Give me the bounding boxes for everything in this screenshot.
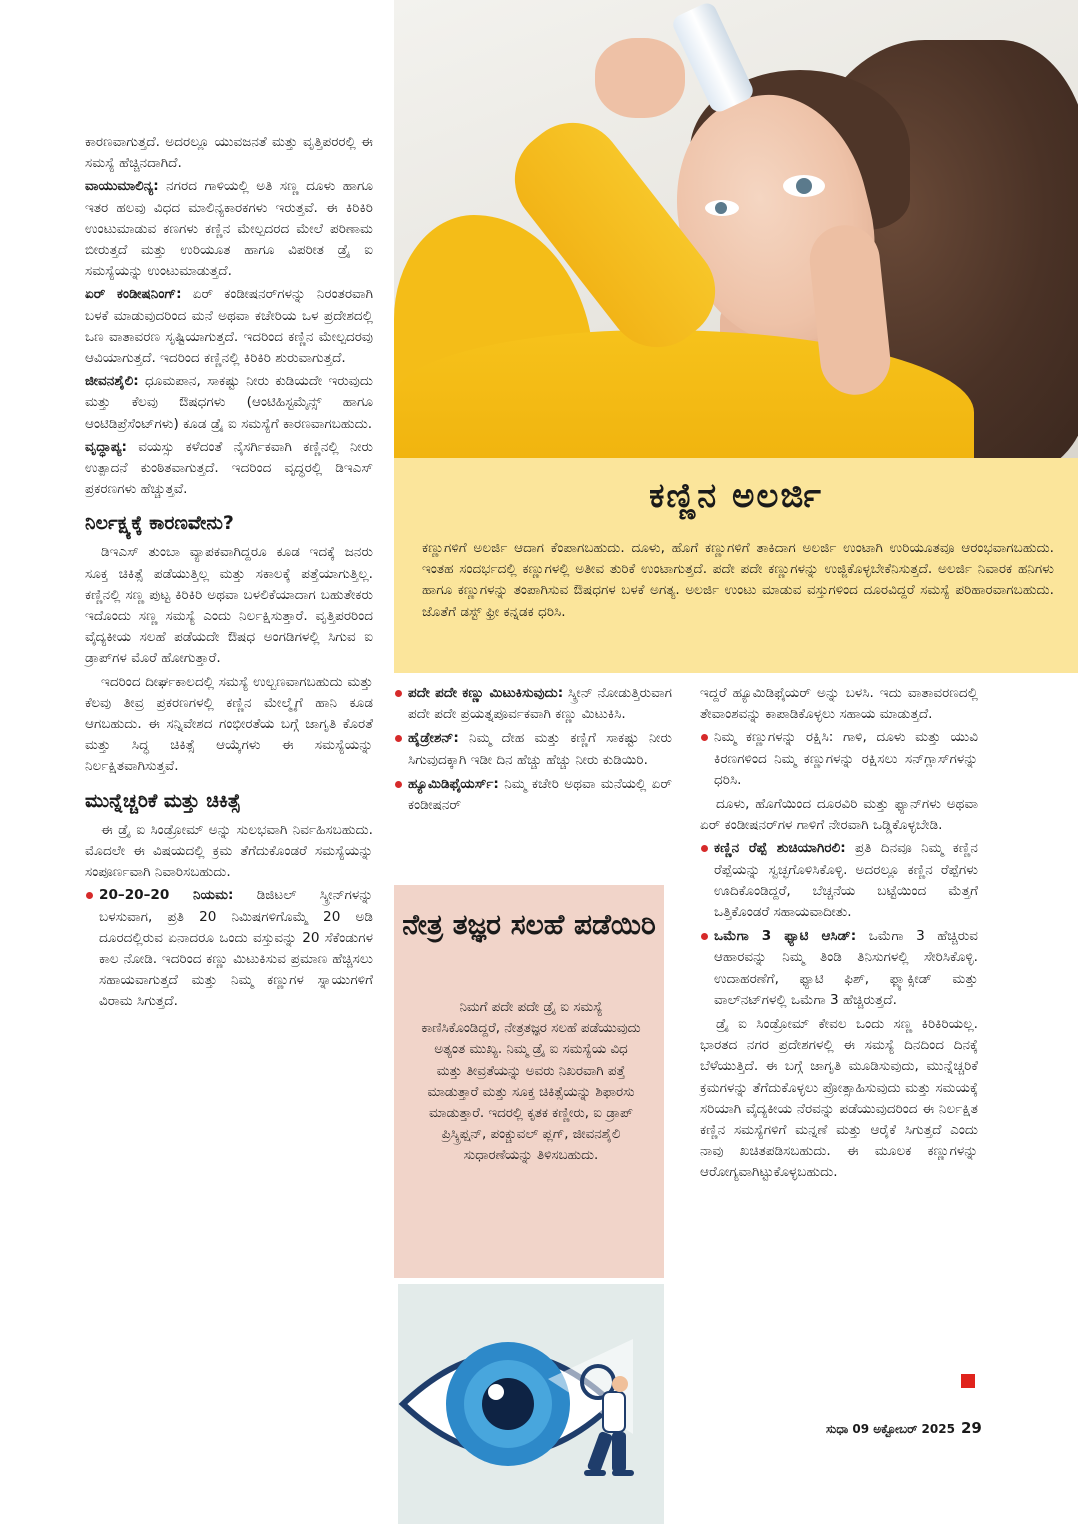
paragraph-conclusion: ಡ್ರೈ ಐ ಸಿಂಡ್ರೋಮ್ ಕೇವಲ ಒಂದು ಸಣ್ಣ ಕಿರಿಕಿರಿಯಲ್ಲ. ಭಾರತದ ನಗರ ಪ್ರದೇಶಗಳಲ್ಲಿ ಈ ಸಮಸ್ಯೆ ದಿನದಿಂದ ದಿನಕ್ಕೆ ಬೆಳೆಯುತ್ತಿದೆ. ಈ ಬಗ್ಗೆ ಜಾಗೃತಿ ಮೂಡಿಸುವುದು, ಮುನ್ನೆಚ್ಚರಿಕೆ ಕ್ರಮಗಳನ್ನು ತೆಗೆದುಕೊಳ್ಳಲು ಪ್ರೋತ್ಸಾಹಿಸುವುದು ಮತ್ತು ಸಮಯಕ್ಕೆ ಸರಿಯಾಗಿ ವೈದ್ಯಕೀಯ ನೆರವನ್ನು ಪಡೆಯುವುದರಿಂದ ಈ ನಿರ್ಲಕ್ಷಿತ ಕಣ್ಣಿನ ಸಮಸ್ಯೆಗಳಿಗೆ ಮನ್ನಣೆ ಮತ್ತು ಆರೈಕೆ ಸಿಗುತ್ತದೆ ಎಂದು ನಾವು ಖಚಿತಪಡಿಸಬಹುದು. ಈ ಮೂಲಕ ಕಣ್ಣುಗಳನ್ನು ಆರೋಗ್ಯವಾಗಿಟ್ಟುಕೊಳ್ಳಬಹುದು. bbox=[700, 1016, 978, 1181]
list-tips-middle bbox=[394, 683, 672, 816]
list-item-blink: ಪದೇ ಪದೇ ಕಣ್ಣು ಮಿಟುಕಿಸುವುದು: ಸ್ಕ್ರೀನ್ ನೋಡುತ್ತಿರುವಾಗ ಪದೇ ಪದೇ ಪ್ರಯತ್ನಪೂರ್ವಕವಾಗಿ ಕಣ್ಣು ಮಿಟುಕಿಸಿ. bbox=[394, 683, 672, 725]
list-item-protect: ನಿಮ್ಮ ಕಣ್ಣುಗಳನ್ನು ರಕ್ಷಿಸಿ: ಗಾಳಿ, ದೂಳು ಮತ್ತು ಯುವಿ ಕಿರಣಗಳಿಂದ ನಿಮ್ಮ ಕಣ್ಣುಗಳನ್ನು ರಕ್ಷಿಸಲು ಸನ್‌ಗ್ಲಾಸ್‌ಗಳನ್ನು ಧರಿಸಿ. bbox=[700, 727, 978, 791]
term-lifestyle: ಜೀವನಶೈಲಿ: bbox=[85, 373, 139, 390]
term-pollution: ವಾಯುಮಾಲಿನ್ಯ: bbox=[85, 178, 159, 195]
eye-doctor-illustration bbox=[398, 1284, 664, 1524]
paragraph-neglect-1: ಡಿಇಎಸ್ ತುಂಬಾ ವ್ಯಾಪಕವಾಗಿದ್ದರೂ ಕೂಡ ಇದಕ್ಕೆ ಜನರು ಸೂಕ್ತ ಚಿಕಿತ್ಸೆ ಪಡೆಯುತ್ತಿಲ್ಲ ಮತ್ತು ಸಕಾಲಕ್ಕೆ ಪತ್ತೆಯಾಗುತ್ತಿಲ್ಲ. ಕಣ್ಣಿನಲ್ಲಿ ಸಣ್ಣ ಪುಟ್ಟ ಕಿರಿಕಿರಿ ಅಥವಾ ಬಳಲಿಕೆಯಾದಾಗ ಬಹುತೇಕರು ಇದೊಂದು ಸಣ್ಣ ಸಮಸ್ಯೆ ಎಂದು ನಿರ್ಲಕ್ಷಿಸುತ್ತಾರೆ. ವೃತ್ತಿಪರರಿಂದ ವೈದ್ಯಕೀಯ ಸಲಹೆ ಪಡೆಯದೇ ಔಷಧ ಅಂಗಡಿಗಳಲ್ಲಿ ಸಿಗುವ ಐ ಡ್ರಾಪ್‌ಗಳ ಮೊರೆ ಹೋಗುತ್ತಾರೆ. bbox=[85, 544, 373, 667]
column-middle bbox=[394, 683, 672, 819]
page-folio bbox=[826, 1419, 982, 1437]
list-item-eyelid: ಕಣ್ಣಿನ ರೆಪ್ಪೆ ಶುಚಿಯಾಗಿರಲಿ: ಪ್ರತಿ ದಿನವೂ ನಿಮ್ಮ ಕಣ್ಣಿನ ರೆಪ್ಪೆಯನ್ನು ಸ್ವಚ್ಛಗೊಳಿಸಿಕೊಳ್ಳಿ. ಅದರಲ್ಲೂ ಕಣ್ಣಿನ ರೆಪ್ಪೆಗಳು ಊದಿಕೊಂಡಿದ್ದರೆ, ಬೆಚ್ಚನೆಯ ಬಟ್ಟೆಯಿಂದ ಮೆತ್ತಗೆ ಒತ್ತಿಕೊಂಡರೆ ಸಹಾಯವಾದೀತು. bbox=[700, 838, 978, 923]
list-tips-right bbox=[700, 727, 978, 791]
allergy-title: ಕಣ್ಣಿನ ಅಲರ್ಜಿ bbox=[649, 476, 823, 516]
column-left bbox=[85, 132, 373, 1016]
heading-neglect: ನಿರ್ಲಕ್ಷ್ಯಕ್ಕೆ ಕಾರಣವೇನು? bbox=[85, 512, 234, 535]
paragraph-pollution: ವಾಯುಮಾಲಿನ್ಯ: ನಗರದ ಗಾಳಿಯಲ್ಲಿ ಅತಿ ಸಣ್ಣ ದೂಳು ಹಾಗೂ ಇತರ ಹಲವು ವಿಧದ ಮಾಲಿನ್ಯಕಾರಕಗಳು ಇರುತ್ತವೆ. ಈ ಕಿರಿಕಿರಿ ಉಂಟುಮಾಡುವ ಕಣಗಳು ಕಣ್ಣಿನ ಮೇಲ್ಪದರದ ಮೇಲೆ ಪರಿಣಾಮ ಬೀರುತ್ತದೆ ಮತ್ತು ಉರಿಯೂತ ಹಾಗೂ ವಿಪರೀತ ಡ್ರೈ ಐ ಸಮಸ್ಯೆಯನ್ನು ಉಂಟುಮಾಡುತ್ತದೆ. bbox=[85, 178, 373, 280]
list-rules bbox=[85, 885, 373, 1012]
term-age: ವೃದ್ಧಾಪ್ಯ: bbox=[85, 438, 127, 455]
eye-illustration-svg bbox=[398, 1284, 664, 1524]
paragraph-humidifier-cont: ಇದ್ದರೆ ಹ್ಯೂಮಿಡಿಫೈಯರ್ ಅನ್ನು ಬಳಸಿ. ಇದು ವಾತಾವರಣದಲ್ಲಿ ತೇವಾಂಶವನ್ನು ಕಾಪಾಡಿಕೊಳ್ಳಲು ಸಹಾಯ ಮಾಡುತ್ತದೆ. bbox=[700, 685, 978, 723]
specialist-advice-box bbox=[394, 885, 664, 1278]
list-item-humidifier: ಹ್ಯೂಮಿಡಿಫೈಯರ್ಸ್: ನಿಮ್ಮ ಕಚೇರಿ ಅಥವಾ ಮನೆಯಲ್ಲಿ ಏರ್ ಕಂಡೀಷನರ್ bbox=[394, 774, 672, 816]
heading-prevention: ಮುನ್ನೆಚ್ಚರಿಕೆ ಮತ್ತು ಚಿಕಿತ್ಸೆ bbox=[85, 789, 241, 812]
list-tips-right-2 bbox=[700, 838, 978, 1011]
end-mark-icon bbox=[961, 1374, 975, 1388]
photo-eye-left bbox=[705, 200, 739, 216]
photo-eye-right bbox=[783, 175, 825, 197]
photo-hand bbox=[595, 38, 685, 118]
list-item-hydration: ಹೈಡ್ರೇಶನ್: ನಿಮ್ಮ ದೇಹ ಮತ್ತು ಕಣ್ಣಿಗೆ ಸಾಕಷ್ಟು ನೀರು ಸಿಗುವುದಕ್ಕಾಗಿ ಇಡೀ ದಿನ ಹೆಚ್ಚು ಹೆಚ್ಚು ನೀರು ಕುಡಿಯಿರಿ. bbox=[394, 728, 672, 770]
list-item-omega: ಒಮೆಗಾ 3 ಫ್ಯಾಟಿ ಆಸಿಡ್: ಒಮೆಗಾ 3 ಹೆಚ್ಚಿರುವ ಆಹಾರವನ್ನು ನಿಮ್ಮ ತಿಂಡಿ ತಿನಿಸುಗಳಲ್ಲಿ ಸೇರಿಸಿಕೊಳ್ಳಿ. ಉದಾಹರಣೆಗೆ, ಫ್ಯಾಟಿ ಫಿಶ್, ಫ್ಲ್ಯಾಕ್ಸೀಡ್ ಮತ್ತು ವಾಲ್‌ನಟ್‌ಗಳಲ್ಲಿ ಒಮೆಗಾ 3 ಹೆಚ್ಚಿರುತ್ತದೆ. bbox=[700, 926, 978, 1011]
paragraph-ac: ಏರ್ ಕಂಡೀಷನಿಂಗ್: ಏರ್ ಕಂಡೀಷನರ್‌ಗಳನ್ನು ನಿರಂತರವಾಗಿ ಬಳಕೆ ಮಾಡುವುದರಿಂದ ಮನೆ ಅಥವಾ ಕಚೇರಿಯ ಒಳ ಪ್ರದೇಶದಲ್ಲಿ ಒಣ ವಾತಾವರಣ ಸೃಷ್ಟಿಯಾಗುತ್ತದೆ. ಇದರಿಂದ ಕಣ್ಣಿನ ಮೇಲ್ಪದರವು ಆವಿಯಾಗುತ್ತದೆ. ಇದರಿಂದ ಕಣ್ಣಿನಲ್ಲಿ ಕಿರಿಕಿರಿ ಶುರುವಾಗುತ್ತದೆ. bbox=[85, 286, 374, 367]
specialist-advice-body: ನಿಮಗೆ ಪದೇ ಪದೇ ಡ್ರೈ ಐ ಸಮಸ್ಯೆ ಕಾಣಿಸಿಕೊಂಡಿದ್ದರೆ, ನೇತ್ರತಜ್ಞರ ಸಲಹೆ ಪಡೆಯುವುದು ಅತ್ಯಂತ ಮುಖ್ಯ. ನಿಮ್ಮ ಡ್ರೈ ಐ ಸಮಸ್ಯೆಯ ವಿಧ ಮತ್ತು ತೀವ್ರತೆಯನ್ನು ಅವರು ನಿಖರವಾಗಿ ಪತ್ತೆ ಮಾಡುತ್ತಾರೆ ಮತ್ತು ಸೂಕ್ತ ಚಿಕಿತ್ಸೆಯನ್ನು ಶಿಫಾರಸು ಮಾಡುತ್ತಾರೆ. ಇದರಲ್ಲಿ ಕೃತಕ ಕಣ್ಣೀರು, ಐ ಡ್ರಾಪ್ ಪ್ರಿಸ್ಕ್ರಿಪ್ಷನ್, ಪಂಕ್ಚುವಲ್ ಪ್ಲಗ್, ಜೀವನಶೈಲಿ ಸುಧಾರಣೆಯನ್ನು ತಿಳಿಸಬಹುದು. bbox=[421, 1000, 641, 1164]
paragraph-intro: ಕಾರಣವಾಗುತ್ತದೆ. ಅದರಲ್ಲೂ ಯುವಜನತೆ ಮತ್ತು ವೃತ್ತಿಪರರಲ್ಲಿ ಈ ಸಮಸ್ಯೆ ಹೆಚ್ಚಿನದಾಗಿದೆ. bbox=[85, 134, 373, 172]
term-ac: ಏರ್ ಕಂಡೀಷನಿಂಗ್: bbox=[85, 286, 182, 303]
specialist-advice-title: ನೇತ್ರ ತಜ್ಞರ ಸಲಹೆ ಪಡೆಯಿರಿ bbox=[402, 908, 656, 941]
paragraph-dust: ದೂಳು, ಹೊಗೆಯಿಂದ ದೂರವಿರಿ ಮತ್ತು ಫ್ಯಾನ್‌ಗಳು ಅಥವಾ ಏರ್ ಕಂಡೀಷನರ್‌ಗಳ ಗಾಳಿಗೆ ನೇರವಾಗಿ ಒಡ್ಡಿಕೊಳ್ಳಬೇಡಿ. bbox=[700, 796, 978, 834]
paragraph-lifestyle: ಜೀವನಶೈಲಿ: ಧೂಮಪಾನ, ಸಾಕಷ್ಟು ನೀರು ಕುಡಿಯದೇ ಇರುವುದು ಮತ್ತು ಕೆಲವು ಔಷಧಗಳು (ಆಂಟಿಹಿಸ್ಟಮೈನ್ಸ್ ಹಾಗೂ ಆಂಟಿಡಿಪ್ರೆಸೆಂಟ್‌ಗಳು) ಕೂಡ ಡ್ರೈ ಐ ಸಮಸ್ಯೆಗೆ ಕಾರಣವಾಗಬಹುದು. bbox=[85, 373, 373, 432]
allergy-box bbox=[394, 458, 1078, 673]
paragraph-neglect-2: ಇದರಿಂದ ದೀರ್ಘಕಾಲದಲ್ಲಿ ಸಮಸ್ಯೆ ಉಲ್ಬಣವಾಗಬಹುದು ಮತ್ತು ಕೆಲವು ತೀವ್ರ ಪ್ರಕರಣಗಳಲ್ಲಿ ಕಣ್ಣಿನ ಮೇಲ್ಮೈಗೆ ಹಾನಿ ಕೂಡ ಆಗಬಹುದು. ಈ ಸನ್ನಿವೇಶದ ಗಂಭೀರತೆಯ ಬಗ್ಗೆ ಜಾಗೃತಿ ಕೊರತೆ ಮತ್ತು ಸಿದ್ಧ ಚಿಕಿತ್ಸೆ ಆಯ್ಕೆಗಳು ಈ ಸಮಸ್ಯೆಯನ್ನು ನಿರ್ಲಕ್ಷಿತವಾಗಿಸುತ್ತವೆ. bbox=[85, 673, 373, 775]
list-item-202020: 20–20–20 ನಿಯಮ: ಡಿಜಿಟಲ್ ಸ್ಕ್ರೀನ್‌ಗಳನ್ನು ಬಳಸುವಾಗ, ಪ್ರತಿ 20 ನಿಮಿಷಗಳಿಗೊಮ್ಮೆ 20 ಅಡಿ ದೂರದಲ್ಲಿರುವ ಏನಾದರೂ ಒಂದು ವಸ್ತುವನ್ನು 20 ಸೆಕೆಂಡುಗಳ ಕಾಲ ನೋಡಿ. ಇದರಿಂದ ಕಣ್ಣು ಮಿಟುಕಿಸುವ ಪ್ರಮಾಣ ಹೆಚ್ಚಿಸಲು ಸಹಾಯವಾಗುತ್ತದೆ ಮತ್ತು ನಿಮ್ಮ ಕಣ್ಣುಗಳ ಸ್ನಾಯುಗಳಿಗೆ ವಿರಾಮ ಸಿಗುತ್ತದೆ. bbox=[85, 885, 373, 1012]
paragraph-prevention: ಈ ಡ್ರೈ ಐ ಸಿಂಡ್ರೋಮ್ ಅನ್ನು ಸುಲಭವಾಗಿ ನಿರ್ವಹಿಸಬಹುದು. ಮೊದಲೇ ಈ ವಿಷಯದಲ್ಲಿ ಕ್ರಮ ತೆಗೆದುಕೊಂಡರೆ ಸಮಸ್ಯೆಯನ್ನು ಸಂಪೂರ್ಣವಾಗಿ ನಿವಾರಿಸಬಹುದು. bbox=[85, 821, 373, 881]
page-number: 29 bbox=[960, 1419, 982, 1437]
paragraph-age: ವೃದ್ಧಾಪ್ಯ: ವಯಸ್ಸು ಕಳೆದಂತೆ ನೈಸರ್ಗಿಕವಾಗಿ ಕಣ್ಣಿನಲ್ಲಿ ನೀರು ಉತ್ಪಾದನೆ ಕುಂಠಿತವಾಗುತ್ತದೆ. ಇದರಿಂದ ವೃದ್ಧರಲ್ಲಿ ಡಿಇಎಸ್ ಪ್ರಕರಣಗಳು ಹೆಚ್ಚುತ್ತವೆ. bbox=[85, 438, 373, 498]
allergy-body: ಕಣ್ಣುಗಳಿಗೆ ಅಲರ್ಜಿ ಆದಾಗ ಕೆಂಪಾಗಬಹುದು. ದೂಳು, ಹೊಗೆ ಕಣ್ಣುಗಳಿಗೆ ತಾಕಿದಾಗ ಅಲರ್ಜಿ ಉಂಟಾಗಿ ಉರಿಯೂತವೂ ಆರಂಭವಾಗಬಹುದು. ಇಂತಹ ಸಂದರ್ಭದಲ್ಲಿ ಕಣ್ಣುಗಳಲ್ಲಿ ಅತೀವ ತುರಿಕೆ ಉಂಟಾಗುತ್ತದೆ. ಪದೇ ಪದೇ ಕಣ್ಣುಗಳನ್ನು ಉಜ್ಜಿಕೊಳ್ಳಬೇಕೆನಿಸುತ್ತದೆ. ಅಲರ್ಜಿ ನಿವಾರಕ ಹನಿಗಳು ಹಾಗೂ ಕಣ್ಣುಗಳನ್ನು ತಂಪಾಗಿಸುವ ಔಷಧಗಳ ಬಳಕೆ ಅಗತ್ಯ. ಅಲರ್ಜಿ ಉಂಟು ಮಾಡುವ ವಸ್ತುಗಳಿಂದ ದೂರವಿದ್ದರೆ ಸಮಸ್ಯೆ ಪರಿಹಾರವಾಗಬಹುದು. ಜೊತೆಗೆ ಡಸ್ಟ್ ಫ್ರೀ ಕನ್ನಡಕ ಧರಿಸಿ. bbox=[422, 540, 1054, 620]
folio-text: ಸುಧಾ 09 ಅಕ್ಟೋಬರ್ 2025 bbox=[826, 1422, 955, 1436]
column-right bbox=[700, 683, 978, 1186]
